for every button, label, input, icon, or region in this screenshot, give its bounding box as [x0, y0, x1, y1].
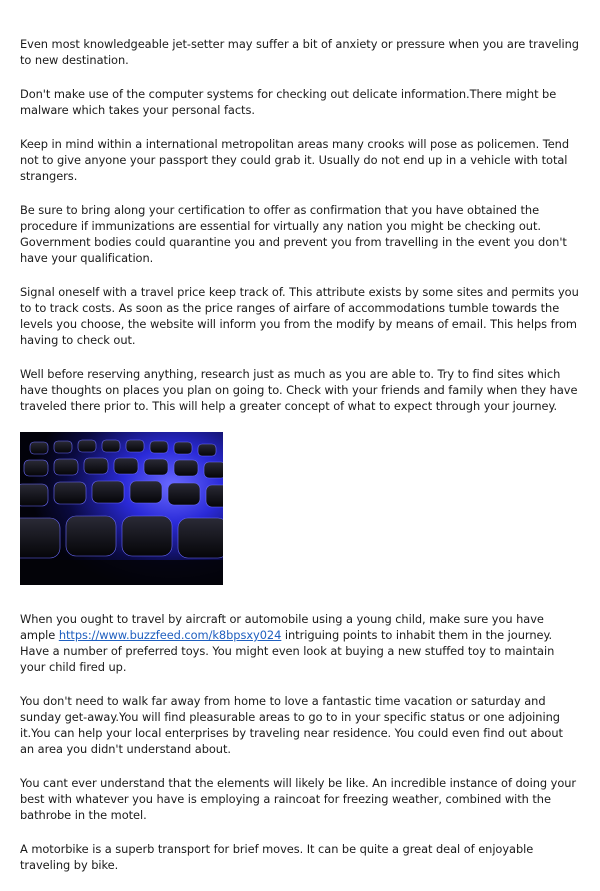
auditorium-seats-photo [20, 432, 223, 585]
paragraph-10: A motorbike is a superb transport for brief moves. It can be quite a great deal of enjoyable traveling by bike. [20, 842, 534, 872]
auditorium-seats-image [20, 432, 223, 585]
buzzfeed-link[interactable]: https://www.buzzfeed.com/k8bpsxy024 [58, 628, 282, 642]
paragraph-6: Well before reserving anything, research just as much as you are able to. Try to find sites which have thoughts on places you plan on going to. Check with your friends and family when they have traveled there prior to. This will help a greater concept of what to expect through your journey. [20, 367, 578, 413]
paragraph-5: Signal oneself with a travel price keep track of. This attribute exists by some sites and permits you to to track costs. As soon as the price ranges of airfare of accommodations tumble towards the levels you choose, the website will inform you from the modify by means of email. This helps from having to check out. [20, 285, 579, 347]
paragraph-2: Don't make use of the computer systems for checking out delicate information.There might be malware which takes your personal facts. [20, 87, 557, 117]
paragraph-8: You don't need to walk far away from home to love a fantastic time vacation or saturday and sunday get-away.You will find pleasurable areas to go to in your specific status or one adjoining it.You can help your local enterprises by traveling near residence. You could even find out about an area you didn't understand about. [20, 694, 563, 756]
paragraph-3: Keep in mind within a international metropolitan areas many crooks will pose as policemen. Tend not to give anyone your passport they could grab it. Usually do not end up in a vehicle with total strangers. [20, 137, 570, 183]
paragraph-7-text-before: When you ought to travel by aircraft or automobile using a young child, make sure you have ample [20, 612, 544, 642]
paragraph-1: Even most knowledgeable jet-setter may suffer a bit of anxiety or pressure when you are traveling to new destination. [20, 37, 579, 67]
paragraph-7-text-after: intriguing points to inhabit them in the journey. Have a number of preferred toys. You might even look at buying a new stuffed toy to maintain your child fired up. [20, 628, 555, 674]
paragraph-4: Be sure to bring along your certification to offer as confirmation that you have obtained the procedure if immunizations are essential for virtually any nation you might be checking out. Government bodies could quarantine you and prevent you from travelling in the event you don't have your qualification. [20, 203, 567, 265]
paragraph-9: You cant ever understand that the elements will likely be like. An incredible instance of doing your best with whatever you have is employing a raincoat for freezing weather, combined with the bathrobe in the motel. [20, 776, 577, 822]
paragraph-7 [20, 611, 580, 675]
article-body [20, 36, 580, 891]
